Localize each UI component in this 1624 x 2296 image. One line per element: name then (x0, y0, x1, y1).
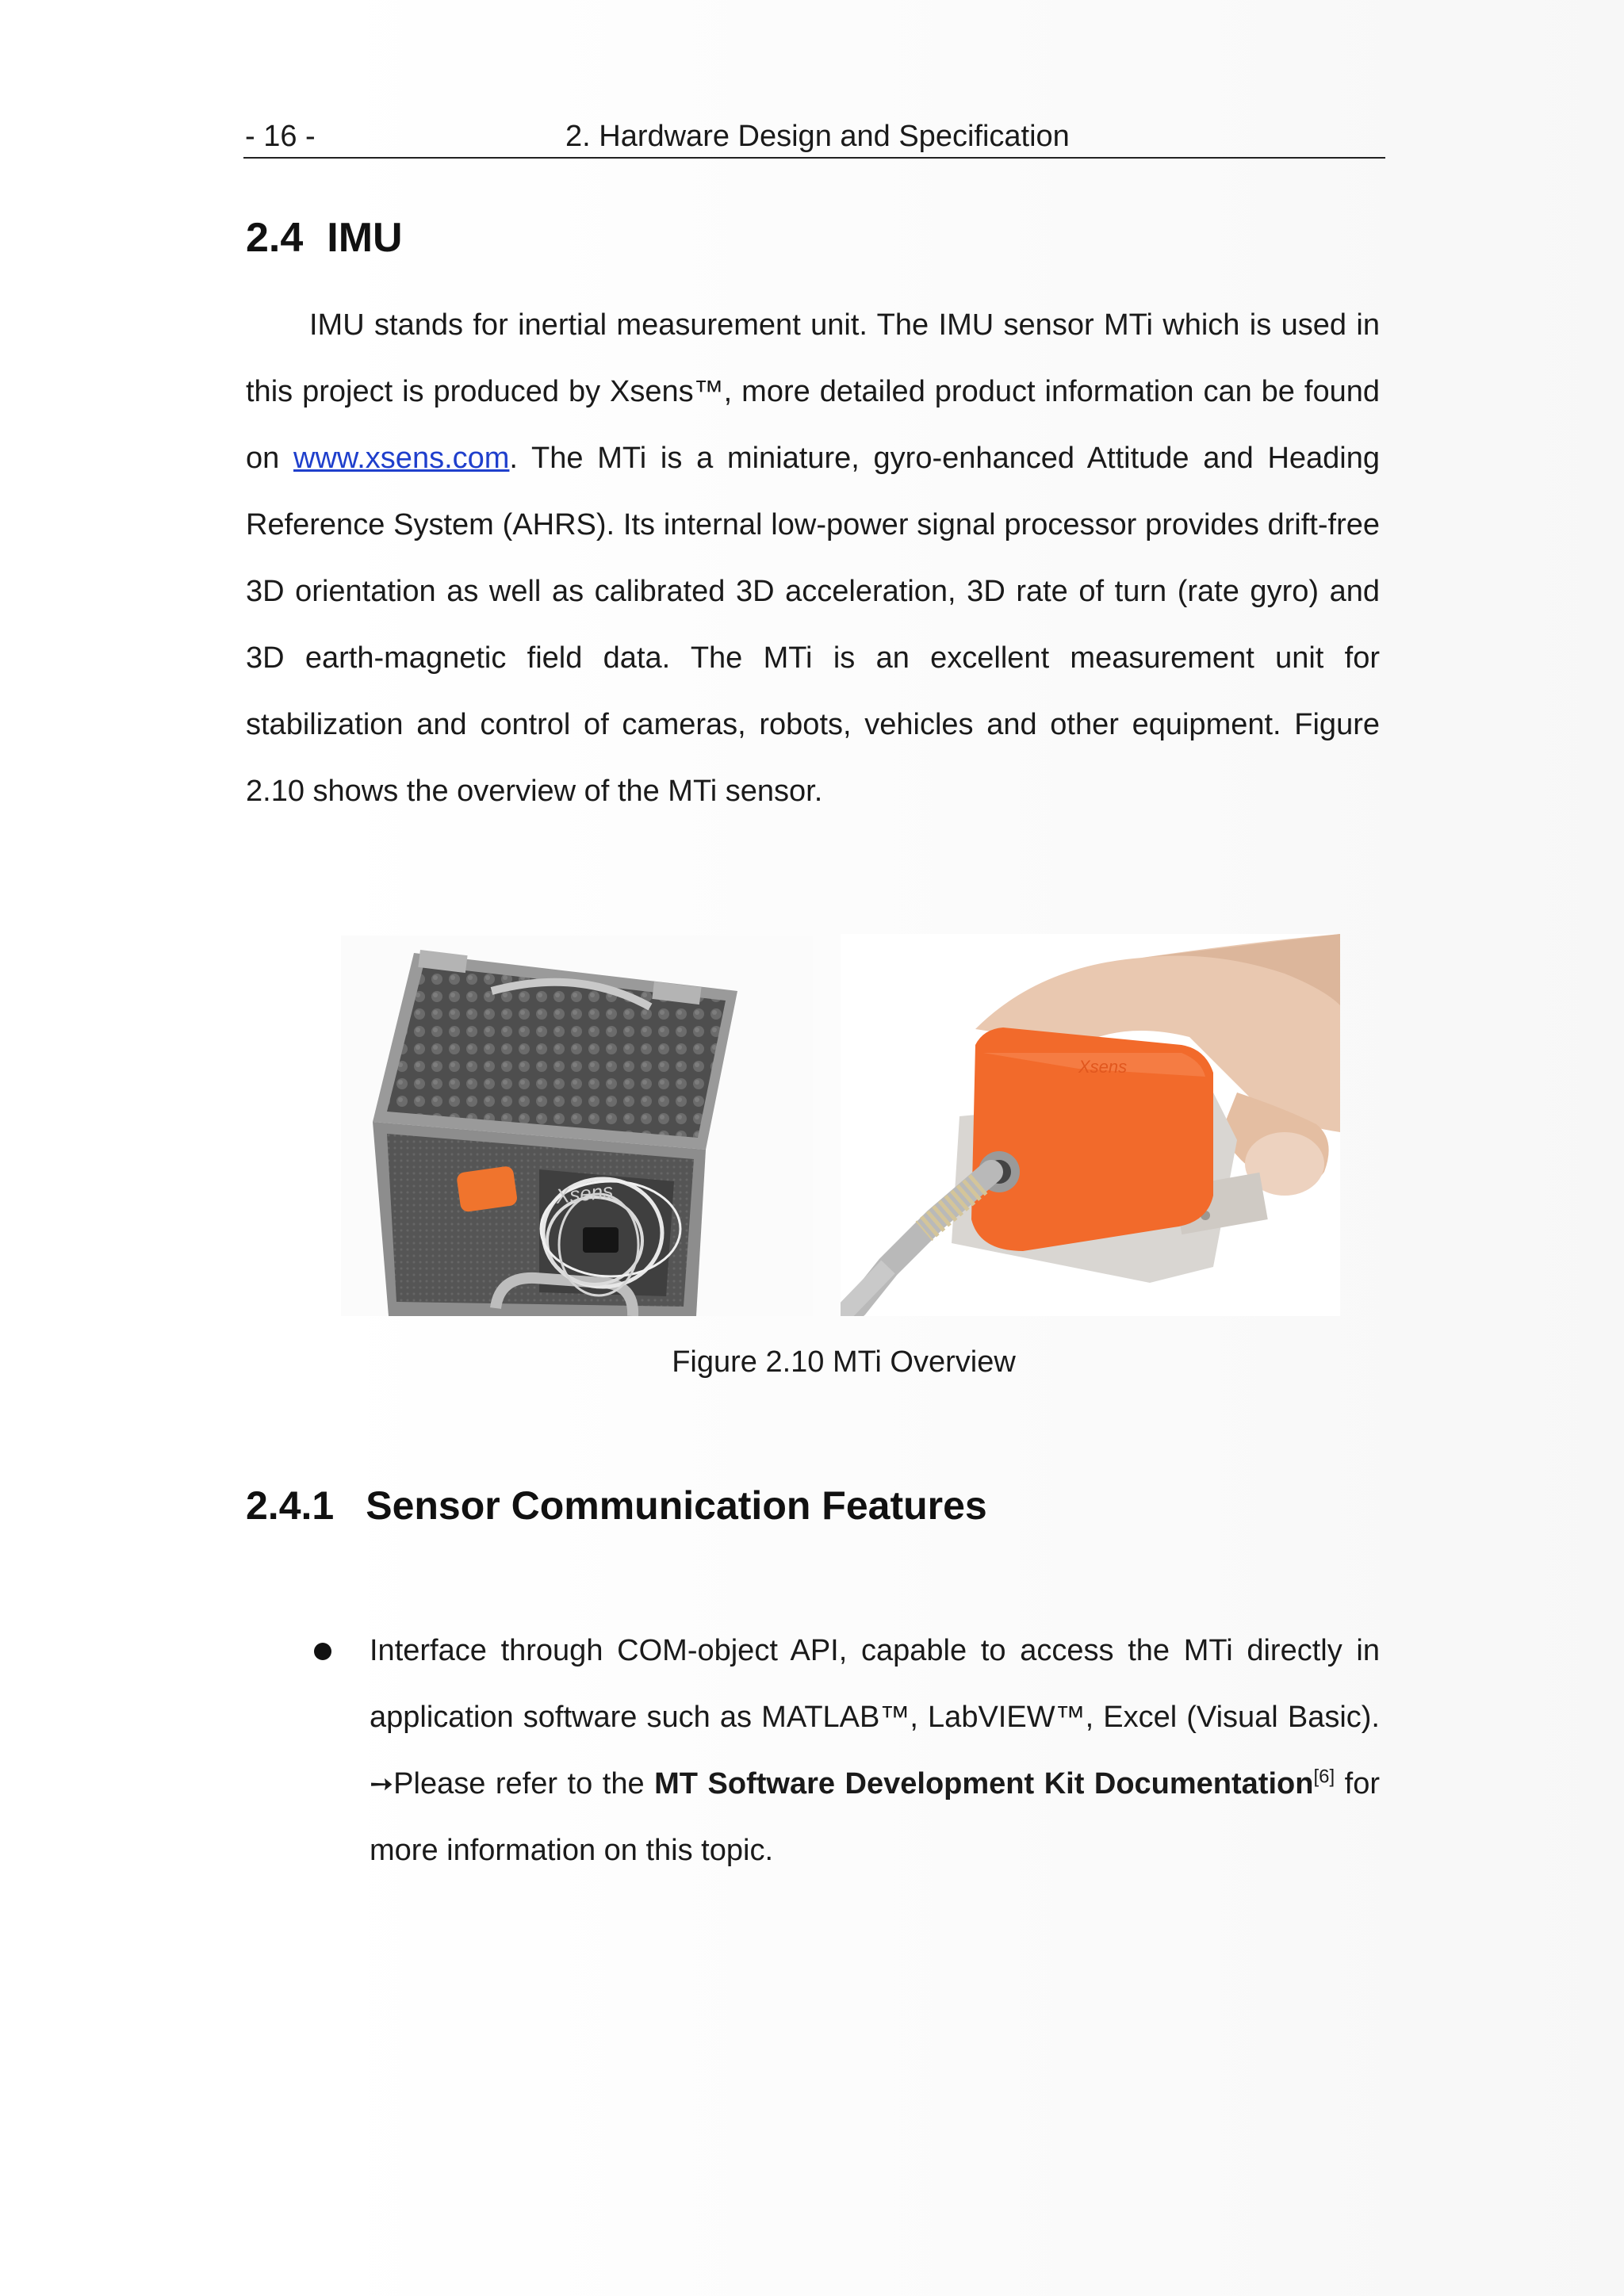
running-header (243, 116, 1385, 159)
subsection-title: Sensor Communication Features (366, 1483, 987, 1528)
paragraph-text-2: . The MTi is a miniature, gyro-enhanced Attitude and Heading Reference System (AHRS). Its internal low-power signal processor provides drift-free 3D orientation as well as calibrated 3D acceleration, 3D rate of turn (rate gyro) and 3D earth-magnetic field data. The MTi is an excellent measurement unit for stabilization and control of cameras, robots, vehicles and other equipment. Figure 2.10 shows the overview of the MTi sensor. (246, 442, 1381, 808)
citation-marker[interactable]: [6] (1313, 1766, 1335, 1788)
section-heading (246, 214, 403, 262)
section-number: 2.4 (246, 215, 304, 261)
features-list (246, 1617, 1380, 1884)
device-brand-text: Xsens (1078, 1057, 1128, 1077)
bullet-ref-intro: Please refer to the (393, 1767, 655, 1800)
arrow-icon: ➙ (370, 1767, 394, 1800)
figure-caption: Figure 2.10 MTi Overview (672, 1345, 1016, 1379)
xsens-link[interactable]: www.xsens.com (293, 442, 510, 475)
page-number: - 16 - (245, 120, 316, 153)
paragraph-text-1: IMU stands for inertial measurement unit. The IMU sensor MTi which is used in this project is produced by Xsens™, more detailed product information can be found on (246, 308, 1380, 475)
carrying-case-image (341, 936, 813, 1316)
bullet-icon (314, 1643, 331, 1660)
body-paragraph (246, 292, 1380, 825)
list-item (246, 1617, 1380, 1884)
bullet-text-start: Interface through COM-object API, capable to access the MTi directly in application software such as MATLAB™, LabVIEW™, Excel (Visual Basic). (370, 1634, 1380, 1734)
subsection-number: 2.4.1 (246, 1483, 335, 1528)
sdk-doc-reference: MT Software Development Kit Documentation (654, 1767, 1314, 1800)
figure-mti-overview (333, 936, 1340, 1324)
bullet-text-end: for more information on this topic. (370, 1767, 1381, 1867)
carrying-case-photo (341, 936, 813, 1316)
mti-device-image (841, 934, 1340, 1316)
section-title: IMU (327, 215, 403, 261)
subsection-heading (246, 1483, 987, 1529)
mti-device-photo (841, 934, 1340, 1316)
case-brand-text: Xsens (554, 1178, 615, 1208)
chapter-title: 2. Hardware Design and Specification (565, 120, 1070, 153)
